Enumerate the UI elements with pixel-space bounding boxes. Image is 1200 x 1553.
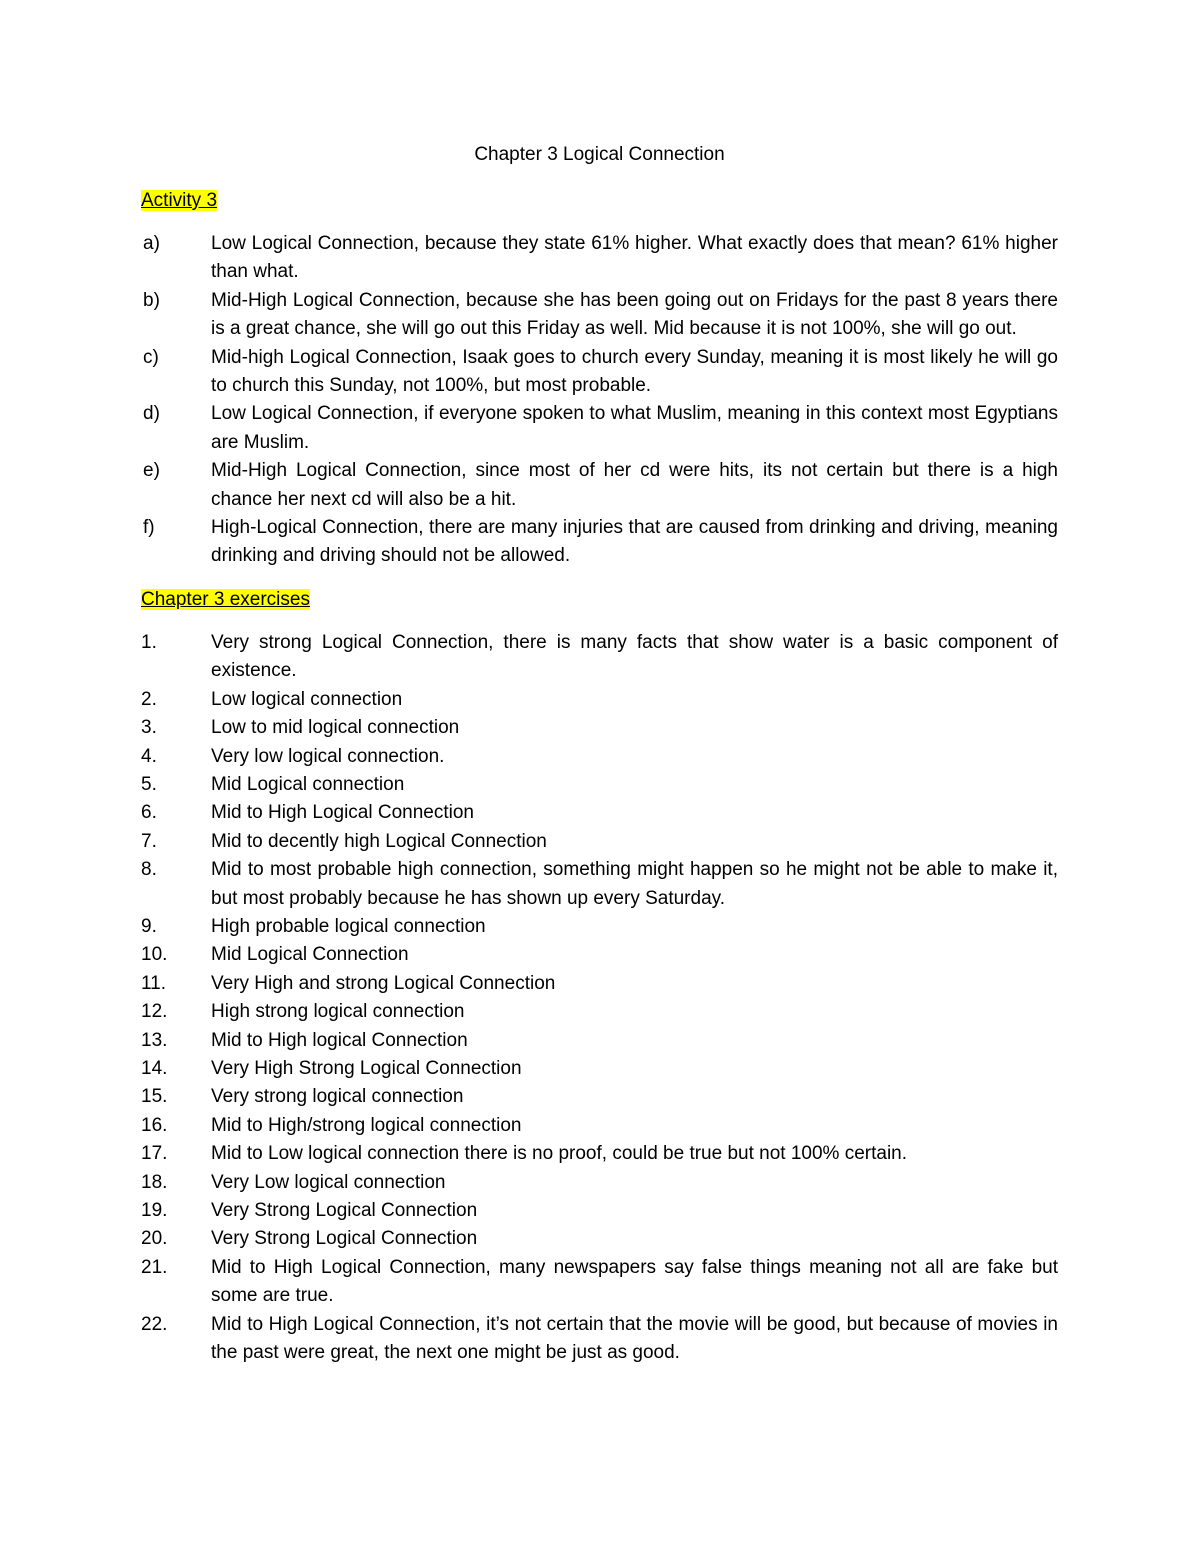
list-item-text: Mid-High Logical Connection, since most of her cd were hits, its not certain but there is a high chance her next cd will also be a hit. <box>211 460 1058 510</box>
list-item <box>141 1083 1058 1111</box>
list-item-text: Mid to High/strong logical connection <box>211 1114 522 1136</box>
list-item-text: Low to mid logical connection <box>211 717 460 739</box>
list-item <box>141 1140 1058 1168</box>
list-marker: 9. <box>141 915 157 937</box>
list-item-text: Very strong logical connection <box>211 1086 464 1108</box>
list-item <box>141 856 1058 913</box>
list-marker: 20. <box>141 1228 168 1250</box>
list-item <box>141 941 1058 969</box>
list-marker: 11. <box>141 972 167 994</box>
list-item <box>141 1027 1058 1055</box>
list-item <box>141 743 1058 771</box>
list-marker: 21. <box>141 1256 168 1278</box>
list-marker: 3. <box>141 717 157 739</box>
list-marker: 4. <box>141 745 157 767</box>
list-marker: 7. <box>141 830 157 852</box>
list-item-text: Very Strong Logical Connection <box>211 1200 478 1221</box>
list-item <box>141 1254 1058 1311</box>
list-item <box>141 287 1058 344</box>
list-item <box>141 629 1058 686</box>
list-item <box>141 457 1058 514</box>
list-item <box>141 1225 1058 1253</box>
list-item <box>141 970 1058 998</box>
list-item-text: Mid to Low logical connection there is no proof, could be true but not 100% certain. <box>211 1143 908 1165</box>
list-marker: 16. <box>141 1114 168 1136</box>
activity-list <box>141 230 1058 571</box>
list-marker: 5. <box>141 773 157 795</box>
list-marker: f) <box>143 517 155 539</box>
list-marker: d) <box>143 403 160 425</box>
list-marker: 18. <box>141 1171 168 1193</box>
list-item <box>141 799 1058 827</box>
list-item-text: Mid to High Logical Connection, it’s not certain that the movie will be good, but because of movies in the past were great, the next one might be just as good. <box>211 1313 1058 1364</box>
list-item <box>141 1055 1058 1083</box>
list-item <box>141 400 1058 457</box>
list-item <box>141 828 1058 856</box>
list-item <box>141 913 1058 941</box>
list-marker: b) <box>143 289 160 311</box>
list-marker: 19. <box>141 1200 168 1221</box>
list-item-text: Mid Logical connection <box>211 773 405 795</box>
list-item-text: Very High and strong Logical Connection <box>211 972 556 994</box>
list-item <box>141 230 1058 287</box>
list-marker: c) <box>143 346 159 368</box>
list-item-text: Mid to High Logical Connection, many newspapers say false things meaning not all are fake but some are true. <box>211 1256 1058 1307</box>
list-item-text: Low Logical Connection, if everyone spoken to what Muslim, meaning in this context most Egyptians are Muslim. <box>211 403 1058 453</box>
list-item-text: Very low logical connection. <box>211 745 445 767</box>
list-item-text: Low Logical Connection, because they state 61% higher. What exactly does that mean? 61% higher than what. <box>211 233 1058 283</box>
exercises-heading <box>141 585 1058 615</box>
list-item-text: Very Strong Logical Connection <box>211 1228 478 1250</box>
list-marker: 10. <box>141 944 168 966</box>
list-item <box>141 998 1058 1026</box>
page-title: Chapter 3 Logical Connection <box>474 144 725 165</box>
list-item-text: Mid-high Logical Connection, Isaak goes to church every Sunday, meaning it is most likely he will go to church this Sunday, not 100%, but most probable. <box>211 346 1058 397</box>
list-item <box>141 1112 1058 1140</box>
list-item-text: Mid Logical Connection <box>211 944 409 966</box>
list-item <box>141 1311 1058 1368</box>
list-item-text: Mid-High Logical Connection, because she has been going out on Fridays for the past 8 years there is a great chance, she will go out this Friday as well. Mid because it is not 100%, she will go out. <box>211 289 1058 340</box>
activity-heading <box>141 186 1058 216</box>
list-marker: 13. <box>141 1029 168 1051</box>
list-marker: 8. <box>141 859 157 881</box>
list-marker: 15. <box>141 1086 168 1108</box>
document-body <box>141 140 1058 1381</box>
list-item-text: Very Low logical connection <box>211 1171 446 1193</box>
list-item <box>141 344 1058 401</box>
list-marker: 22. <box>141 1313 168 1335</box>
list-item-text: Mid to High logical Connection <box>211 1029 468 1051</box>
list-marker: 6. <box>141 802 157 824</box>
list-item <box>141 1197 1058 1225</box>
list-item-text: Low logical connection <box>211 688 403 710</box>
list-item-text: Very strong Logical Connection, there is many facts that show water is a basic component of existence. <box>211 631 1058 682</box>
list-marker: 12. <box>141 1001 168 1023</box>
list-marker: 17. <box>141 1143 168 1165</box>
list-item-text: High-Logical Connection, there are many injuries that are caused from drinking and driving, meaning drinking and driving should not be allowed. <box>211 517 1058 567</box>
list-marker: 1. <box>141 631 157 653</box>
exercises-heading-text: Chapter 3 exercises <box>141 588 310 610</box>
list-item-text: Very High Strong Logical Connection <box>211 1057 522 1079</box>
exercises-list <box>141 629 1058 1368</box>
list-item <box>141 714 1058 742</box>
list-item-text: Mid to decently high Logical Connection <box>211 830 547 852</box>
list-marker: a) <box>143 233 160 254</box>
list-item <box>141 686 1058 714</box>
list-item-text: Mid to High Logical Connection <box>211 802 474 824</box>
list-item-text: High probable logical connection <box>211 915 486 937</box>
list-item-text: Mid to most probable high connection, something might happen so he might not be able to make it, but most probably because he has shown up every Saturday. <box>211 859 1058 909</box>
list-item <box>141 771 1058 799</box>
list-marker: e) <box>143 460 160 482</box>
list-marker: 14. <box>141 1057 168 1079</box>
list-item <box>141 514 1058 571</box>
activity-heading-text: Activity 3 <box>141 190 218 211</box>
list-marker: 2. <box>141 688 157 710</box>
list-item <box>141 1169 1058 1197</box>
list-item-text: High strong logical connection <box>211 1001 465 1023</box>
